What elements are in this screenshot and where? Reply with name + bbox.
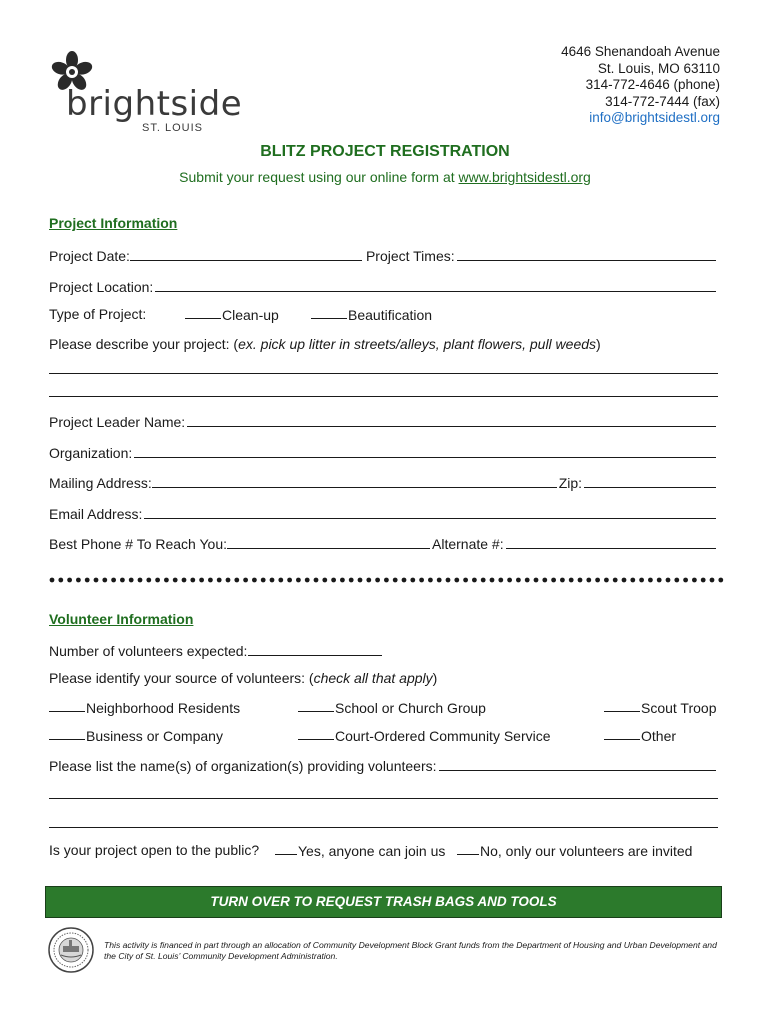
divider-dot [94, 578, 99, 583]
address-line: 314-772-7444 (fax) [605, 93, 720, 109]
divider-dot [498, 578, 503, 583]
divider-dot [446, 578, 451, 583]
organization-field[interactable] [134, 443, 716, 458]
divider-dot [718, 578, 723, 583]
divider-dot [155, 578, 160, 583]
address-line: St. Louis, MO 63110 [597, 60, 720, 76]
divider-dot [58, 578, 63, 583]
divider-dot [542, 578, 547, 583]
project-location-label: Project Location: [49, 279, 154, 295]
volunteer-count-field[interactable] [248, 641, 382, 656]
opt-court-label: Court-Ordered Community Service [335, 728, 551, 744]
divider-dot [129, 578, 134, 583]
mailing-address-field[interactable] [152, 473, 557, 488]
divider-dot [551, 578, 556, 583]
divider-dot [490, 578, 495, 583]
zip-label: Zip: [558, 475, 583, 491]
divider-dot [270, 578, 275, 583]
describe-label-text: Please describe your project: ( [49, 336, 239, 352]
divider-dot [278, 578, 283, 583]
organization-row [49, 441, 718, 461]
phone-label: Best Phone # To Reach You: [49, 536, 227, 552]
address-block [561, 44, 720, 127]
organization-label: Organization: [49, 445, 133, 461]
divider-dot [349, 578, 354, 583]
logo-wordmark: brightside [66, 84, 243, 124]
alternate-field[interactable] [506, 534, 716, 549]
zip-field[interactable] [584, 473, 716, 488]
divider-dot [683, 578, 688, 583]
checkbox-blank[interactable] [49, 727, 85, 740]
mailing-address-label: Mailing Address: [49, 475, 152, 491]
opt-scout-label: Scout Troop [641, 700, 717, 716]
project-info-heading: Project Information [49, 215, 178, 231]
leader-row [49, 410, 718, 430]
divider-dot [287, 578, 292, 583]
checkbox-blank[interactable] [604, 727, 640, 740]
checkbox-blank[interactable] [457, 842, 479, 855]
page-subtitle [0, 169, 770, 185]
describe-line-2[interactable] [49, 396, 718, 397]
divider-dot [261, 578, 266, 583]
orgs-label: Please list the name(s) of organization(s) providing volunteers: [49, 758, 437, 774]
divider-dot [666, 578, 671, 583]
project-location-field[interactable] [155, 277, 716, 292]
divider-dot [358, 578, 363, 583]
funding-footnote: This activity is financed in part through an allocation of Community Development Block Grant funds from the Department of Housing and Urban Development and the City of St. Louis’ Community Development Administration. [104, 940, 717, 961]
divider-dot [199, 578, 204, 583]
checkbox-blank[interactable] [311, 306, 347, 319]
divider-dot [419, 578, 424, 583]
checkbox-blank[interactable] [185, 306, 221, 319]
divider-dot [630, 578, 635, 583]
divider-dot [182, 578, 187, 583]
orgs-line-2[interactable] [49, 798, 718, 799]
divider-dot [226, 578, 231, 583]
opt-scout[interactable] [604, 699, 717, 716]
divider-dot [138, 578, 143, 583]
divider-dot [111, 578, 116, 583]
divider-dot [384, 578, 389, 583]
divider-dot [525, 578, 530, 583]
divider-dot [252, 578, 257, 583]
city-seal-icon [47, 926, 95, 974]
website-link[interactable]: www.brightsidestl.org [458, 169, 591, 185]
describe-project-label [49, 336, 601, 352]
opt-business-label: Business or Company [86, 728, 223, 744]
checkbox-blank[interactable] [604, 699, 640, 712]
divider-dot [472, 578, 477, 583]
turn-over-banner: TURN OVER TO REQUEST TRASH BAGS AND TOOLS [45, 886, 722, 918]
dotted-divider [49, 574, 725, 586]
divider-dot [692, 578, 697, 583]
divider-dot [454, 578, 459, 583]
divider-dot [173, 578, 178, 583]
divider-dot [657, 578, 662, 583]
type-cleanup-label: Clean-up [222, 307, 279, 323]
volunteer-info-heading: Volunteer Information [49, 611, 194, 627]
address-line: 4646 Shenandoah Avenue [561, 44, 720, 59]
opt-neighborhood[interactable] [49, 699, 240, 716]
phone-row [49, 532, 718, 552]
describe-line-1[interactable] [49, 373, 718, 374]
project-times-label: Project Times: [365, 248, 455, 264]
public-yes-label: Yes, anyone can join us [298, 843, 446, 859]
divider-dot [578, 578, 583, 583]
divider-dot [613, 578, 618, 583]
divider-dot [67, 578, 72, 583]
leader-name-label: Project Leader Name: [49, 414, 186, 430]
divider-dot [243, 578, 248, 583]
divider-dot [208, 578, 213, 583]
divider-dot [507, 578, 512, 583]
divider-dot [50, 578, 55, 583]
checkbox-blank[interactable] [298, 699, 334, 712]
type-cleanup-option[interactable] [185, 306, 279, 323]
public-yes-option[interactable] [275, 842, 445, 859]
email-address-label: Email Address: [49, 506, 143, 522]
divider-dot [234, 578, 239, 583]
mailing-row [49, 471, 718, 491]
project-location-row [49, 275, 718, 295]
divider-dot [393, 578, 398, 583]
orgs-field[interactable] [439, 756, 716, 771]
divider-dot [534, 578, 539, 583]
public-no-option[interactable] [457, 842, 692, 859]
checkbox-blank[interactable] [275, 842, 297, 855]
divider-dot [305, 578, 310, 583]
opt-business[interactable] [49, 727, 223, 744]
opt-school[interactable] [298, 699, 486, 716]
divider-dot [314, 578, 319, 583]
email-row [49, 502, 718, 522]
source-label-text: Please identify your source of volunteers: ( [49, 670, 314, 686]
volunteer-count-label: Number of volunteers expected: [49, 643, 248, 659]
divider-dot [410, 578, 415, 583]
divider-dot [648, 578, 653, 583]
divider-dot [217, 578, 222, 583]
opt-other-label: Other [641, 728, 677, 744]
leader-name-field[interactable] [187, 412, 716, 427]
source-hint: check all that apply [313, 670, 433, 686]
alternate-label: Alternate #: [432, 536, 504, 552]
project-times-field[interactable] [457, 246, 716, 261]
divider-dot [120, 578, 125, 583]
divider-dot [102, 578, 107, 583]
divider-dot [639, 578, 644, 583]
divider-dot [85, 578, 90, 583]
orgs-row [49, 754, 718, 774]
divider-dot [604, 578, 609, 583]
divider-dot [674, 578, 679, 583]
divider-dot [76, 578, 81, 583]
divider-dot [710, 578, 715, 583]
divider-dot [340, 578, 345, 583]
divider-dot [701, 578, 706, 583]
project-date-field[interactable] [130, 246, 362, 261]
public-no-label: No, only our volunteers are invited [480, 843, 693, 859]
divider-dot [296, 578, 301, 583]
logo-subtitle: ST. LOUIS [142, 122, 203, 134]
divider-dot [437, 578, 442, 583]
opt-other[interactable] [604, 727, 676, 744]
volunteer-source-label [49, 670, 437, 686]
divider-dot [481, 578, 486, 583]
address-line: 314-772-4646 (phone) [585, 77, 720, 92]
describe-close: ) [596, 336, 601, 352]
public-question-label: Is your project open to the public? [49, 842, 260, 858]
checkbox-blank[interactable] [49, 699, 85, 712]
describe-example: ex. pick up litter in streets/alleys, plant flowers, pull weeds [238, 336, 597, 352]
divider-dot [375, 578, 380, 583]
divider-dot [190, 578, 195, 583]
type-beautification-label: Beautification [348, 307, 433, 323]
checkbox-blank[interactable] [298, 727, 334, 740]
opt-neighborhood-label: Neighborhood Residents [86, 700, 241, 716]
page-title: BLITZ PROJECT REGISTRATION [260, 143, 510, 160]
divider-dot [402, 578, 407, 583]
divider-dot [586, 578, 591, 583]
divider-dot [366, 578, 371, 583]
divider-dot [146, 578, 151, 583]
divider-dot [516, 578, 521, 583]
opt-school-label: School or Church Group [335, 700, 486, 716]
type-beautification-option[interactable] [311, 306, 432, 323]
divider-dot [428, 578, 433, 583]
divider-dot [331, 578, 336, 583]
opt-court[interactable] [298, 727, 551, 744]
phone-field[interactable] [227, 534, 430, 549]
divider-dot [595, 578, 600, 583]
orgs-line-3[interactable] [49, 827, 718, 828]
email-link[interactable]: info@brightsidestl.org [589, 110, 720, 125]
project-date-label: Project Date: [49, 248, 130, 264]
volunteer-count-row [49, 641, 382, 659]
project-date-times-row [49, 244, 718, 264]
email-address-field[interactable] [144, 504, 716, 519]
type-of-project-label: Type of Project: [49, 306, 147, 322]
divider-dot [164, 578, 169, 583]
divider-dot [560, 578, 565, 583]
divider-dot [622, 578, 627, 583]
divider-dot [322, 578, 327, 583]
divider-dot [569, 578, 574, 583]
source-close: ) [432, 670, 438, 686]
subtitle-text: Submit your request using our online form at [179, 169, 459, 185]
divider-dot [463, 578, 468, 583]
